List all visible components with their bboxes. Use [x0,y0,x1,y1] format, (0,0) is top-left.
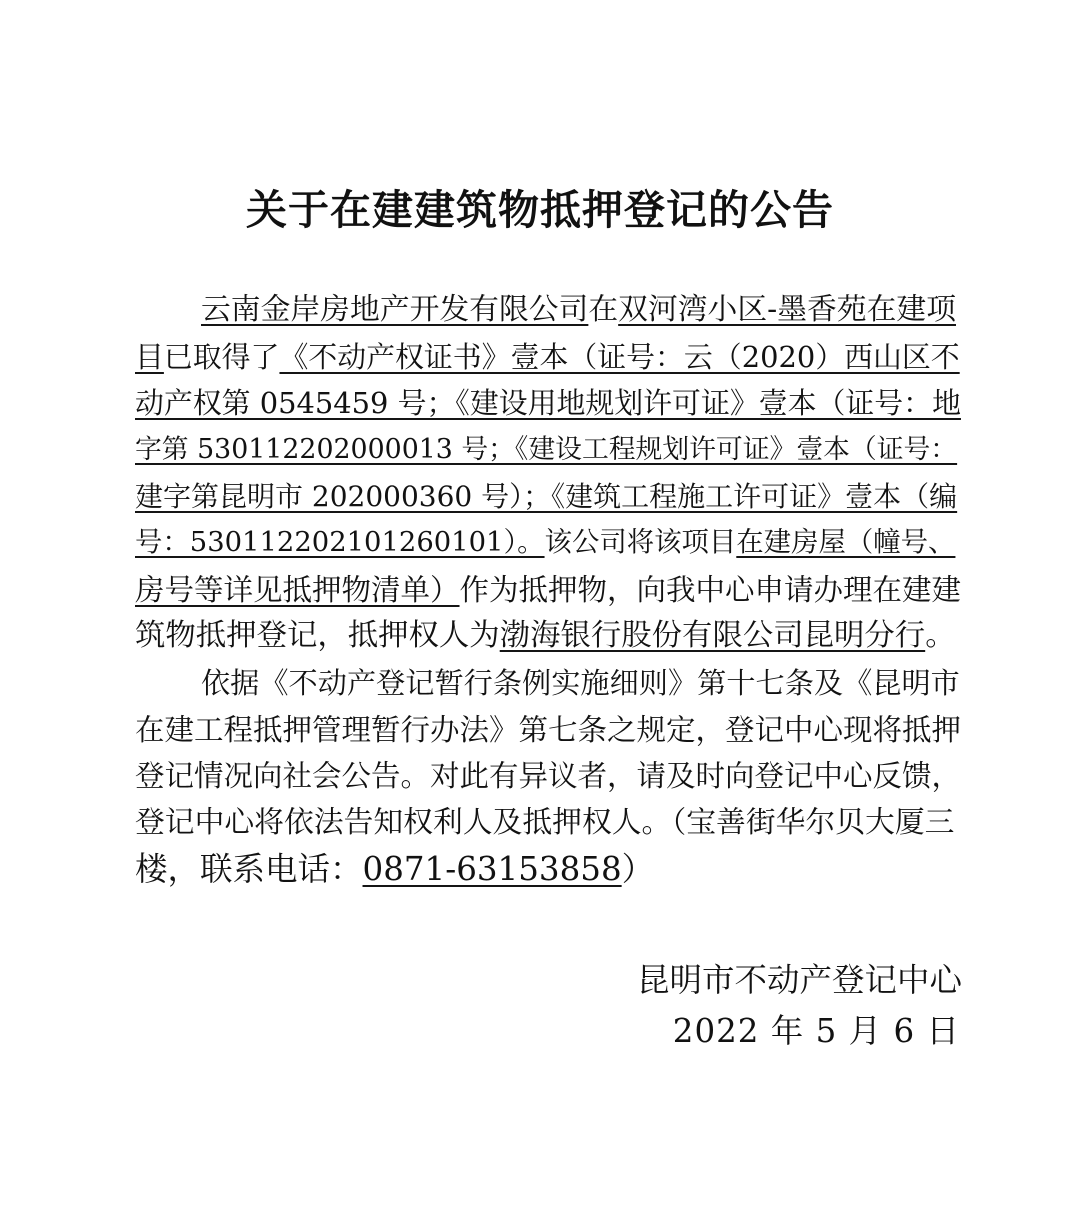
plain-text: 在建工程抵押管理暂行办法》第七条之规定，登记中心现将抵押 [135,712,962,747]
underlined-text: 渤海银行股份有限公司昆明分行 [499,618,926,654]
plain-text: 登记中心将依法告知权利人及抵押权人。（宝善街华尔贝大厦三 [135,804,955,840]
issue-date: 2022 年 5 月 6 日 [672,1011,960,1050]
plain-text: 筑物抵押登记，抵押权人为 [135,618,500,654]
announcement-body [0,235,1080,893]
text-line [135,707,962,754]
plain-text: 该公司将该项目 [544,527,737,559]
text-line [135,334,962,381]
plain-text: 。 [925,618,956,654]
text-line [135,474,962,521]
plain-text: 楼，联系电话： [135,850,363,889]
underlined-text: 号：530112202101260101）。 [135,527,545,559]
text-line [135,846,962,893]
text-line [135,753,962,800]
text-line [135,427,962,474]
text-line [135,380,962,427]
text-line [135,800,962,847]
paragraph-1 [135,287,962,660]
issuing-authority: 昆明市不动产登记中心 [636,960,962,999]
underlined-text: 字第 530112202000013 号；《建设工程规划许可证》壹本（证号： [135,433,958,465]
text-line [135,567,962,614]
underlined-text: 动产权第 0545459 号；《建设用地规划许可证》壹本（证号：地 [135,386,961,421]
plain-text: 登记情况向社会公告。对此有异议者，请及时向登记中心反馈， [135,759,962,794]
text-line [135,660,962,707]
underlined-text: 双河湾小区-墨香苑在建项 [618,292,956,328]
paragraph-2 [135,660,962,893]
underlined-text: 建字第昆明市 202000360 号）；《建筑工程施工许可证》壹本（编 [135,479,958,513]
text-line [135,520,962,567]
text-line [135,613,962,660]
plain-text: 依据《不动产登记暂行条例实施细则》第十七条及《昆明市 [201,665,960,700]
plain-text: 作为抵押物，向我中心申请办理在建建 [459,572,962,607]
underlined-text: 云南金岸房地产开发有限公司 [201,292,589,328]
signature-block [0,893,1080,1057]
plain-text: ） [621,850,655,889]
underlined-text: 《不动产权证书》壹本（证号：云（2020）西山区不 [279,339,960,374]
underlined-text: 房号等详见抵押物清单） [135,572,460,607]
page-title: 关于在建建筑物抵押登记的公告 [246,186,834,234]
underlined-text: 0871-63153858 [362,850,622,889]
underlined-text: 目 [135,339,164,374]
plain-text: 在 [588,292,619,328]
underlined-text: 在建房屋（幢号、 [736,527,956,559]
text-line [135,287,962,334]
plain-text: 已取得了 [163,339,280,374]
